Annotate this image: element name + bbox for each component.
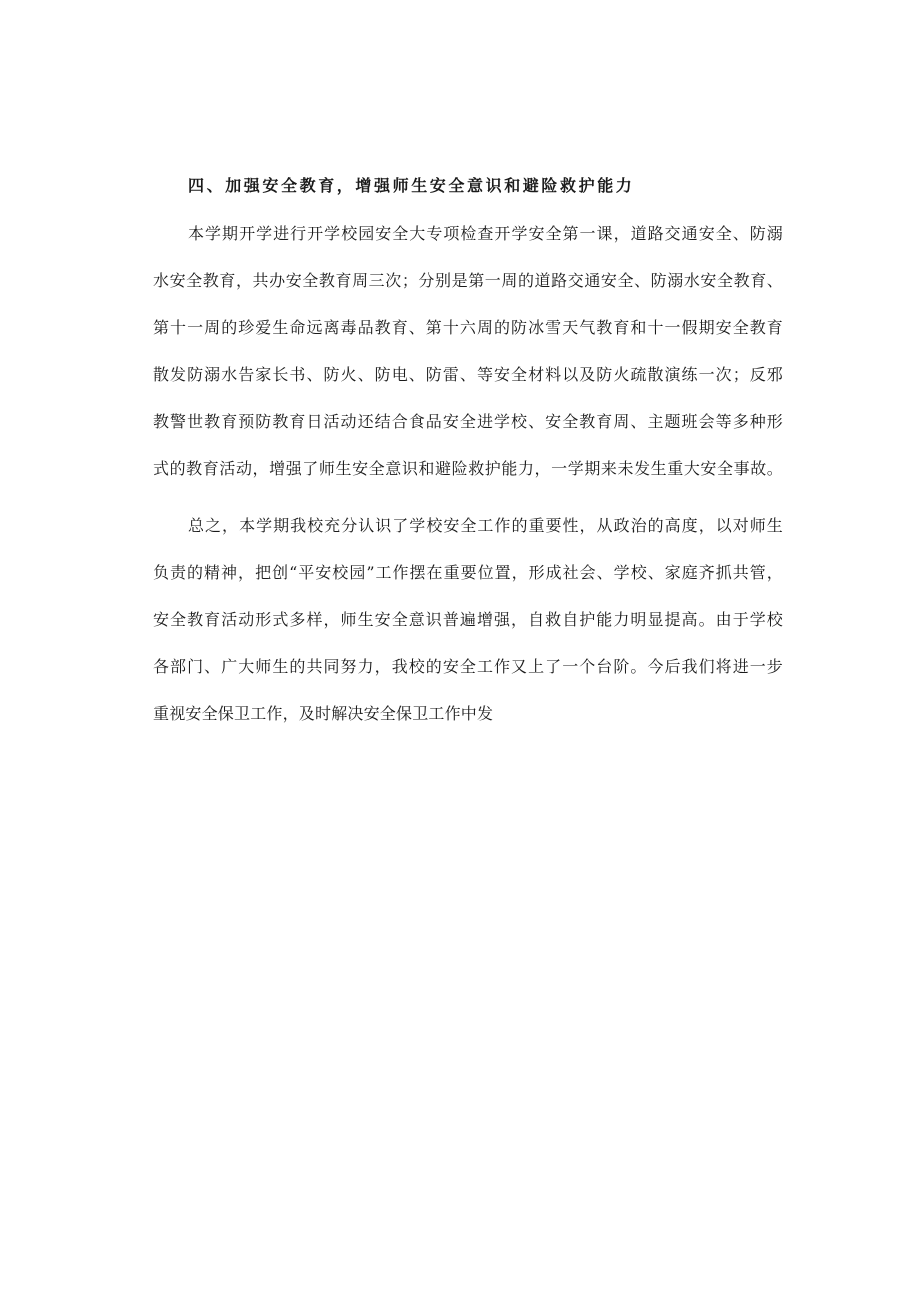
paragraph-2-line-2: 负责的精神，把创“平安校园”工作摆在重要位置，形成社会、学校、家庭齐抓共管，	[153, 563, 783, 582]
paragraph-2-line-5: 重视安全保卫工作，及时解决安全保卫工作中发	[153, 704, 494, 723]
paragraph-1-line-1: 本学期开学进行开学校园安全大专项检查开学安全第一课，道路交通安全、防溺	[188, 224, 783, 243]
paragraph-1-line-3: 第十一周的珍爱生命远离毒品教育、第十六周的防冰雪天气教育和十一假期安全教育	[153, 318, 783, 337]
paragraph-1-line-4: 散发防溺水告家长书、防火、防电、防雷、等安全材料以及防火疏散演练一次；反邪	[153, 365, 783, 384]
paragraph-1-line-2: 水安全教育，共办安全教育周三次；分别是第一周的道路交通安全、防溺水安全教育、	[153, 271, 783, 290]
paragraph-2-line-4: 各部门、广大师生的共同努力，我校的安全工作又上了一个台阶。今后我们将进一步	[153, 657, 783, 676]
section-heading: 四、加强安全教育，增强师生安全意识和避险救护能力	[188, 176, 635, 195]
paragraph-1-line-5: 教警世教育预防教育日活动还结合食品安全进学校、安全教育周、主题班会等多种形	[153, 412, 783, 431]
paragraph-2-line-3: 安全教育活动形式多样，师生安全意识普遍增强，自救自护能力明显提高。由于学校	[153, 610, 783, 629]
paragraph-2-line-1: 总之，本学期我校充分认识了学校安全工作的重要性，从政治的高度，以对师生	[188, 516, 783, 535]
paragraph-1-line-6: 式的教育活动，增强了师生安全意识和避险救护能力，一学期来未发生重大安全事故。	[153, 459, 783, 478]
